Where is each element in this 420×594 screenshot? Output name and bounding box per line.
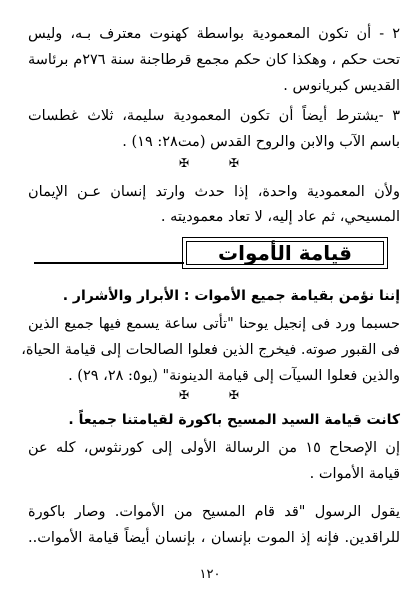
text-line: المسيحي، ثم عاد إليه، لا تعاد معموديته . — [160, 209, 400, 225]
text-line: القديس كبريانوس . — [283, 78, 400, 94]
section-title-frame — [182, 237, 388, 269]
cross-ornament: ✠ — [179, 156, 192, 170]
text-line: إن الإصحاح ١٥ من الرسالة الأولى إلى كورنثوس، كله عن — [28, 440, 400, 456]
text-line: ٢ - أن تكون المعمودية بواسطة كهنوت معترف بـه، وليس — [28, 26, 400, 42]
text-line: ٣ -يشترط أيضاً أن تكون المعمودية سليمة، ثلاث غطسات — [28, 108, 400, 124]
text-line: تحت حكم ، وهكذا كان حكم مجمع قرطاجنة سنة ٢٧٦م برئاسة — [28, 52, 400, 68]
heading: كانت قيامة السيد المسيح باكورة لقيامتنا جميعاً . — [68, 412, 400, 428]
text-line: للراقدين. فإنه إذ الموت بإنسان ، بإنسان أيضاً قيامة الأموات.. — [28, 530, 400, 546]
section-title: قيامة الأموات — [218, 241, 352, 265]
page-number: ١٢٠ — [199, 567, 221, 582]
text-line: حسبما ورد فى إنجيل يوحنا "تأتى ساعة يسمع فيها جميع الذين — [28, 316, 400, 332]
title-rule — [34, 262, 184, 264]
text-line: يقول الرسول "قد قام المسيح من الأموات. وصار باكورة — [28, 504, 400, 520]
cross-ornament: ✠ — [228, 156, 241, 170]
ornament-row — [0, 156, 420, 170]
text-line: فى القبور صوته. فيخرج الذين فعلوا الصالحات إلى قيامة الحياة، — [21, 342, 400, 358]
text-line: قيامة الأموات . — [309, 466, 400, 482]
cross-ornament: ✠ — [228, 388, 241, 402]
text-line: ولأن المعمودية واحدة، إذا حدث وارتد إنسان عـن الإيمان — [28, 184, 400, 200]
cross-ornament: ✠ — [179, 388, 192, 402]
text-line: باسم الآب والابن والروح القدس (مت٢٨: ١٩) . — [122, 134, 400, 150]
ornament-row — [0, 388, 420, 402]
text-line: والذين فعلوا السيآت إلى قيامة الدينونة" (يو٥: ٢٨، ٢٩) . — [68, 368, 400, 384]
heading: إننا نؤمن بقيامة جميع الأموات : الأبرار والأشرار . — [62, 288, 400, 304]
